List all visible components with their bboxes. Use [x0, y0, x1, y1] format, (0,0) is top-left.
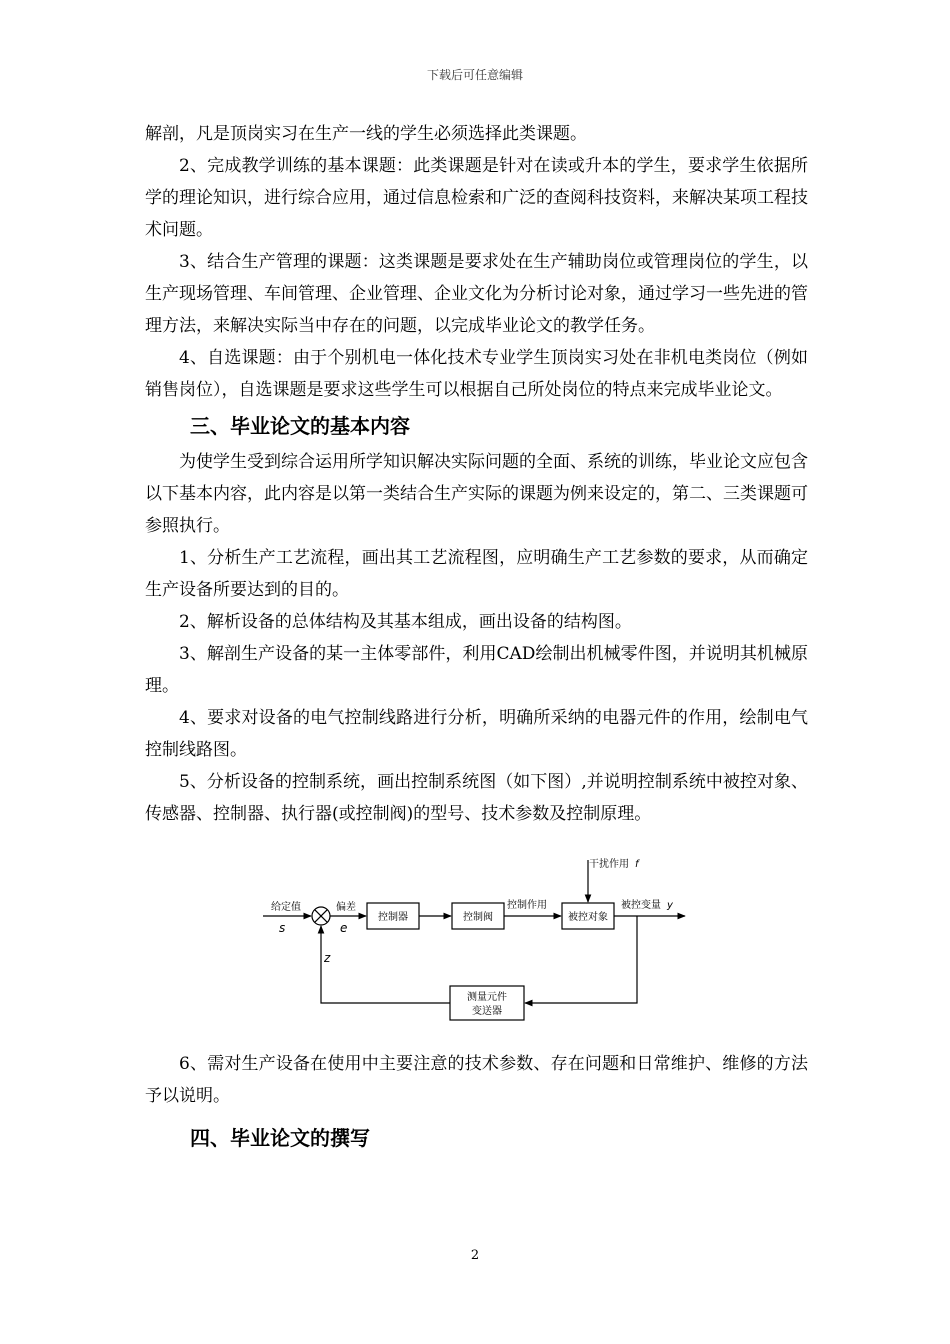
- paragraph: 4、要求对设备的电气控制线路进行分析，明确所采纳的电器元件的作用，绘制电气控制线路图。: [145, 708, 808, 760]
- controlled-symbol: y: [667, 900, 673, 911]
- paragraph: 2、解析设备的总体结构及其基本组成，画出设备的结构图。: [179, 612, 632, 632]
- setpoint-symbol: s: [279, 921, 286, 935]
- valve-label: 控制阀: [463, 912, 493, 923]
- sensor-label-line1: 测量元件: [467, 992, 507, 1003]
- plant-label: 被控对象: [568, 912, 608, 923]
- paragraph: 2、完成教学训练的基本课题：此类课题是针对在读或升本的学生，要求学生依据所学的理论知识，进行综合应用，通过信息检索和广泛的查阅科技资料，来解决某项工程技术问题。: [145, 156, 808, 240]
- paragraph: 3、解剖生产设备的某一主体零部件，利用CAD绘制出机械零件图，并说明其机械原理。: [145, 644, 808, 696]
- deviation-symbol: e: [340, 921, 348, 935]
- controlled-variable-label: 被控变量: [621, 900, 661, 911]
- disturbance-symbol: f: [635, 859, 639, 870]
- control-action-label: 控制作用: [507, 900, 547, 911]
- paragraph: 为使学生受到综合运用所学知识解决实际问题的全面、系统的训练，毕业论文应包含以下基本内容，此内容是以第一类结合生产实际的课题为例来设定的，第二、三类课题可参照执行。: [145, 452, 808, 536]
- document-body: [145, 118, 808, 1158]
- paragraph: 6、需对生产设备在使用中主要注意的技术参数、存在问题和日常维护、维修的方法予以说明。: [145, 1054, 808, 1106]
- section-heading: 四、毕业论文的撰写: [190, 1126, 370, 1150]
- setpoint-label: 给定值: [271, 902, 301, 913]
- control-system-diagram: [263, 852, 693, 1022]
- page-header: 下载后可任意编辑: [426, 68, 523, 82]
- paragraph: 1、分析生产工艺流程，画出其工艺流程图，应明确生产工艺参数的要求，从而确定生产设备所要达到的目的。: [145, 548, 808, 600]
- paragraph: 解剖，凡是顶岗实习在生产一线的学生必须选择此类课题。: [145, 124, 587, 144]
- feedback-symbol: z: [324, 951, 331, 965]
- page-number: 2: [470, 1248, 480, 1263]
- paragraph: 4、自选课题：由于个别机电一体化技术专业学生顶岗实习处在非机电类岗位（例如销售岗位），自选课题是要求这些学生可以根据自己所处岗位的特点来完成毕业论文。: [145, 348, 808, 400]
- disturbance-label: 干扰作用: [589, 859, 629, 870]
- sensor-label-line2: 变送器: [472, 1006, 502, 1017]
- deviation-label: 偏差: [336, 902, 356, 913]
- paragraph: 3、结合生产管理的课题：这类课题是要求处在生产辅助岗位或管理岗位的学生，以生产现场管理、车间管理、企业管理、企业文化为分析讨论对象，通过学习一些先进的管理方法，来解决实际当中存在的问题，以完成毕业论文的教学任务。: [145, 252, 808, 336]
- section-heading: 三、毕业论文的基本内容: [190, 414, 410, 438]
- paragraph: 5、分析设备的控制系统，画出控制系统图（如下图）,并说明控制系统中被控对象、传感器、控制器、执行器(或控制阀)的型号、技术参数及控制原理。: [145, 772, 808, 824]
- controller-label: 控制器: [378, 912, 408, 923]
